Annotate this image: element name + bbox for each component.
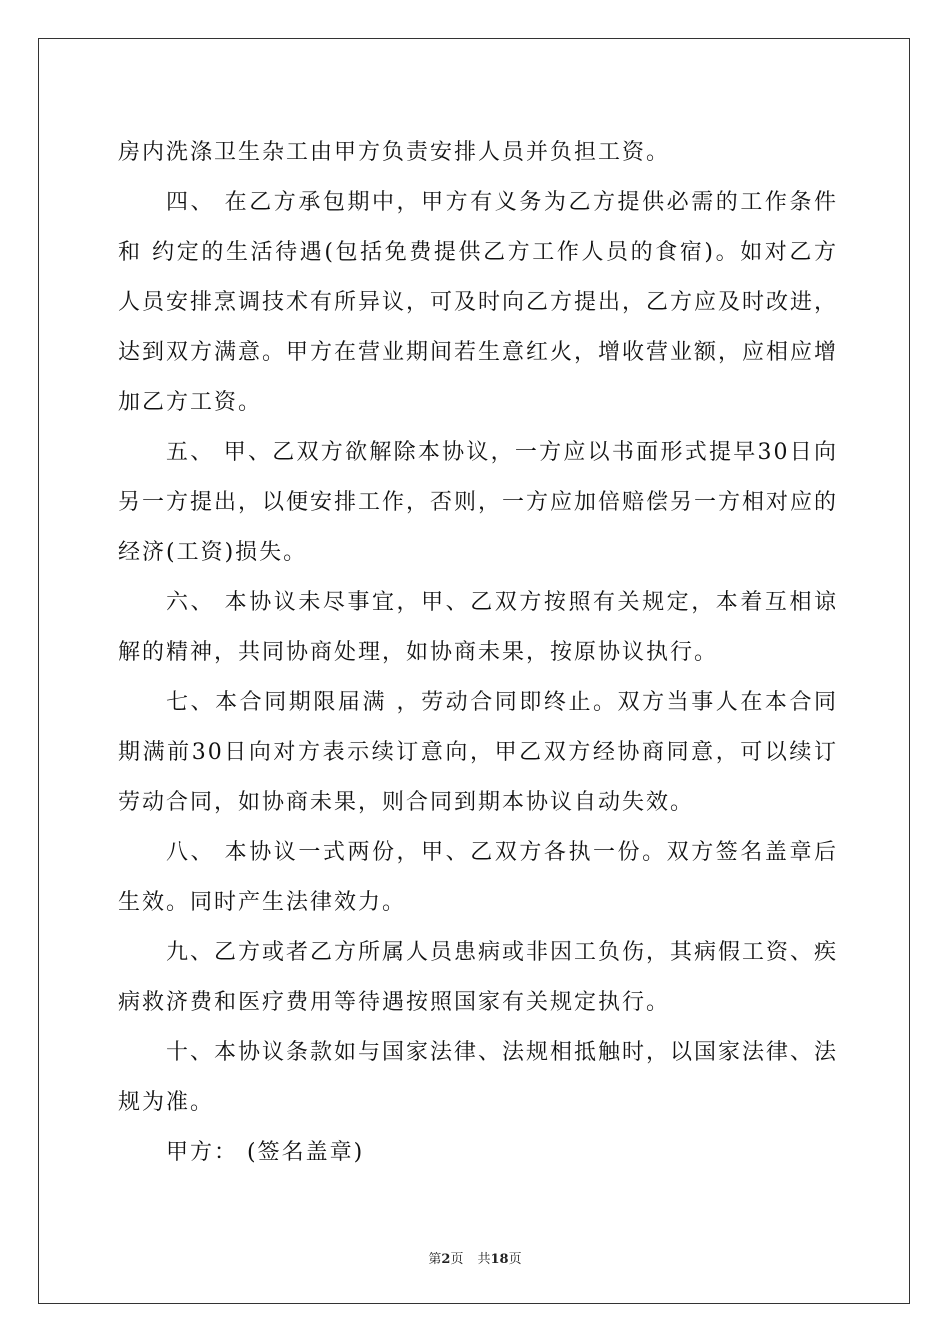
page-number: 2 (441, 1252, 451, 1267)
paragraph-clause-6: 六、 本协议未尽事宜，甲、乙双方按照有关规定，本着互相谅解的精神，共同协商处理，如协商未果，按原协议执行。 (118, 590, 838, 665)
total-unit: 页 (508, 1252, 522, 1267)
total-pages: 18 (490, 1252, 509, 1267)
paragraph-clause-7: 七、本合同期限届满 ，劳动合同即终止。双方当事人在本合同期满前30日向对方表示续订意向，甲乙双方经协商同意，可以续订劳动合同，如协商未果，则合同到期本协议自动失效。 (118, 690, 838, 815)
page-unit: 页 (450, 1252, 464, 1267)
paragraph-clause-10: 十、本协议条款如与国家法律、法规相抵触时，以国家法律、法规为准。 (118, 1040, 839, 1115)
document-body (118, 128, 838, 1178)
signature-line-party-a: 甲方： (签名盖章) (166, 1140, 365, 1165)
paragraph-clause-5: 五、 甲、乙双方欲解除本协议，一方应以书面形式提早30日向另一方提出，以便安排工作，否则，一方应加倍赔偿另一方相对应的经济(工资)损失。 (118, 440, 839, 565)
page-prefix: 第 (428, 1252, 442, 1267)
page-footer (0, 1248, 950, 1267)
total-prefix: 共 (477, 1252, 491, 1267)
paragraph-clause-9: 九、乙方或者乙方所属人员患病或非因工负伤，其病假工资、疾病救济费和医疗费用等待遇按照国家有关规定执行。 (118, 940, 839, 1015)
paragraph-continuation: 房内洗涤卫生杂工由甲方负责安排人员并负担工资。 (118, 140, 671, 165)
paragraph-clause-8: 八、 本协议一式两份，甲、乙双方各执一份。双方签名盖章后生效。同时产生法律效力。 (118, 840, 838, 915)
paragraph-clause-4: 四、 在乙方承包期中，甲方有义务为乙方提供必需的工作条件和 约定的生活待遇(包括免费提供乙方工作人员的食宿)。如对乙方人员安排烹调技术有所异议，可及时向乙方提出，乙方应及时改进，达到双方满意。甲方在营业期间若生意红火，增收营业额，应相应增加乙方工资。 (118, 190, 839, 415)
